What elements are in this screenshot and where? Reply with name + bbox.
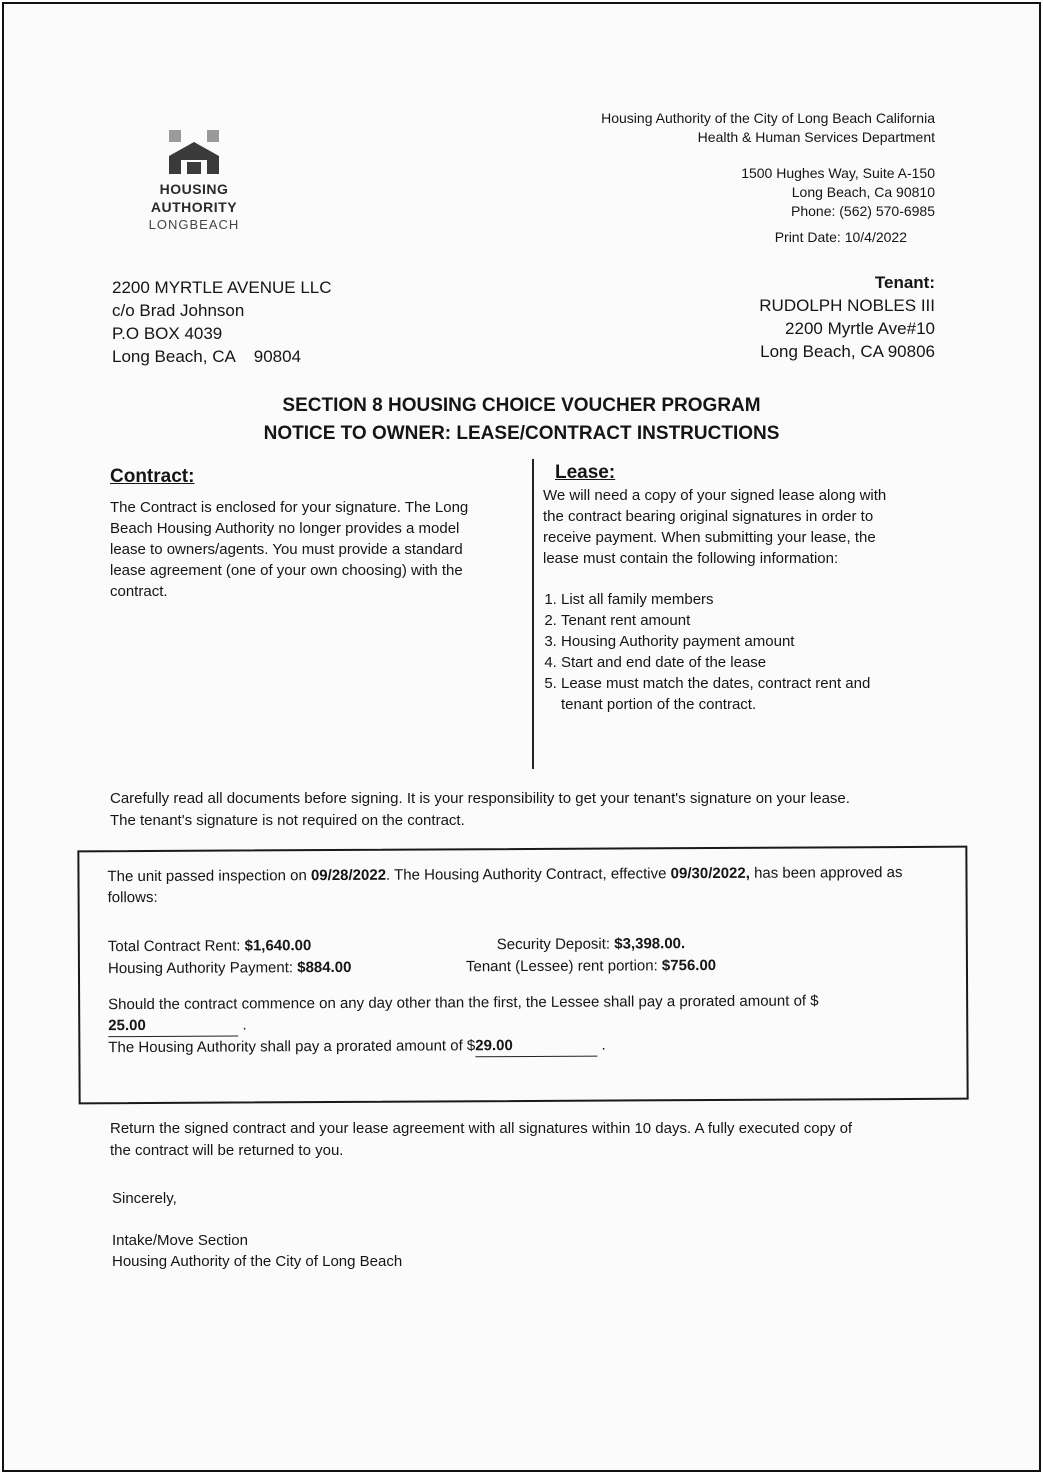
intro-text-c: has been approved as follows: bbox=[107, 864, 903, 907]
contract-section bbox=[110, 466, 480, 602]
tenant-label: Tenant: bbox=[874, 273, 935, 292]
total-contract-rent bbox=[108, 935, 352, 958]
list-item: 3. Housing Authority payment amount bbox=[561, 631, 903, 652]
contract-heading: Contract: bbox=[110, 466, 195, 487]
title-line1: SECTION 8 HOUSING CHOICE VOUCHER PROGRAM bbox=[282, 395, 761, 416]
agency-dept: Health & Human Services Department bbox=[697, 129, 935, 145]
signature-block bbox=[112, 1230, 402, 1272]
effective-date: 09/30/2022, bbox=[670, 864, 750, 883]
inspection-date: 09/28/2022 bbox=[310, 866, 387, 885]
house-logo-icon bbox=[167, 126, 221, 174]
tenant-name: RUDOLPH NOBLES III bbox=[759, 296, 935, 315]
owner-name: 2200 MYRTLE AVENUE LLC bbox=[112, 278, 332, 297]
logo-text-line2: AUTHORITY bbox=[150, 199, 238, 215]
lease-requirements-list bbox=[543, 589, 903, 715]
owner-care-of: c/o Brad Johnson bbox=[112, 301, 245, 320]
security-deposit bbox=[466, 933, 716, 956]
ha-payment bbox=[108, 957, 352, 980]
list-item: 2. Tenant rent amount bbox=[561, 610, 903, 631]
approval-box bbox=[77, 846, 968, 1105]
tenant-rent-portion bbox=[466, 955, 716, 978]
closing-salutation: Sincerely, bbox=[112, 1190, 177, 1207]
ha-payment-label: Housing Authority Payment: bbox=[107, 959, 298, 978]
owner-address-block bbox=[112, 276, 332, 368]
total-rent-label: Total Contract Rent: bbox=[107, 937, 245, 956]
approval-amounts bbox=[107, 932, 908, 978]
agency-address bbox=[741, 164, 935, 221]
left-amounts bbox=[108, 935, 352, 980]
agency-address-line2: Long Beach, Ca 90810 bbox=[791, 184, 935, 200]
notice-document bbox=[2, 2, 1041, 1472]
list-item: 1. List all family members bbox=[561, 589, 903, 610]
signature-org: Housing Authority of the City of Long Beach bbox=[112, 1253, 403, 1270]
logo-text-line1: HOUSING bbox=[159, 181, 229, 197]
total-rent-value: $1,640.00 bbox=[244, 937, 312, 955]
logo-text-line3: LONGBEACH bbox=[148, 217, 240, 232]
return-instructions: Return the signed contract and your lease agreement with all signatures within 10 days. A fully executed copy of the contract will be returned to you. bbox=[110, 1120, 853, 1159]
tenant-city: Long Beach, CA 90806 bbox=[760, 342, 935, 361]
list-item: 5. Lease must match the dates, contract rent and tenant portion of the contract. bbox=[561, 673, 903, 715]
tenant-address-block bbox=[759, 271, 935, 363]
ha-prorate-text: The Housing Authority shall pay a prorated amount of $ bbox=[108, 1037, 476, 1057]
lessee-prorate: Should the contract commence on any day other than the first, the Lessee shall pay a prorated amount of $25.00 . bbox=[108, 990, 928, 1037]
print-date: Print Date: 10/4/2022 bbox=[774, 229, 907, 245]
deposit-value: $3,398.00. bbox=[614, 935, 686, 953]
title-line2: NOTICE TO OWNER: LEASE/CONTRACT INSTRUCTIONS bbox=[263, 423, 780, 444]
careful-read-notice: Carefully read all documents before signing. It is your responsibility to get your tenant's signature on your lease. The tenant's signature is not required on the contract. bbox=[110, 790, 850, 829]
lessee-prorate-text: Should the contract commence on any day other than the first, the Lessee shall pay a prorated amount of $ bbox=[108, 992, 819, 1014]
agency-phone: Phone: (562) 570-6985 bbox=[791, 203, 935, 219]
tenant-street: 2200 Myrtle Ave#10 bbox=[785, 319, 935, 338]
lessee-prorate-amount: 25.00 bbox=[108, 1014, 238, 1037]
intro-text-b: . The Housing Authority Contract, effective bbox=[385, 865, 671, 884]
signature-section: Intake/Move Section bbox=[112, 1232, 248, 1249]
column-divider bbox=[532, 459, 534, 769]
agency-header bbox=[601, 109, 935, 147]
contract-body: The Contract is enclosed for your signature. The Long Beach Housing Authority no longer provides a model lease to owners/agents. You must provide a standard lease agreement (one of your own choosing) with the contract. bbox=[110, 499, 469, 600]
ha-prorate-amount: 29.00 bbox=[475, 1035, 597, 1058]
agency-name: Housing Authority of the City of Long Beach California bbox=[601, 110, 935, 126]
right-amounts bbox=[466, 933, 716, 978]
approval-intro bbox=[107, 862, 937, 908]
tenant-portion-label: Tenant (Lessee) rent portion: bbox=[465, 957, 662, 976]
prorate-terms bbox=[108, 990, 928, 1059]
document-title bbox=[4, 392, 1039, 448]
lease-heading: Lease: bbox=[555, 462, 616, 483]
owner-po-box: P.O BOX 4039 bbox=[112, 324, 223, 343]
lease-section bbox=[543, 462, 903, 715]
ha-prorate: The Housing Authority shall pay a prorated amount of $29.00 . bbox=[108, 1036, 606, 1057]
housing-authority-logo bbox=[124, 126, 264, 234]
tenant-portion-value: $756.00 bbox=[661, 956, 717, 975]
ha-payment-value: $884.00 bbox=[297, 958, 352, 977]
deposit-label: Security Deposit: bbox=[496, 935, 615, 954]
agency-address-line1: 1500 Hughes Way, Suite A-150 bbox=[741, 165, 935, 181]
list-item: 4. Start and end date of the lease bbox=[561, 652, 903, 673]
intro-text-a: The unit passed inspection on bbox=[107, 867, 311, 886]
lease-body: We will need a copy of your signed lease along with the contract bearing original signatures in order to receive payment. When submitting your lease, the lease must contain the following information: bbox=[543, 487, 887, 567]
owner-city: Long Beach, CA 90804 bbox=[112, 347, 302, 366]
